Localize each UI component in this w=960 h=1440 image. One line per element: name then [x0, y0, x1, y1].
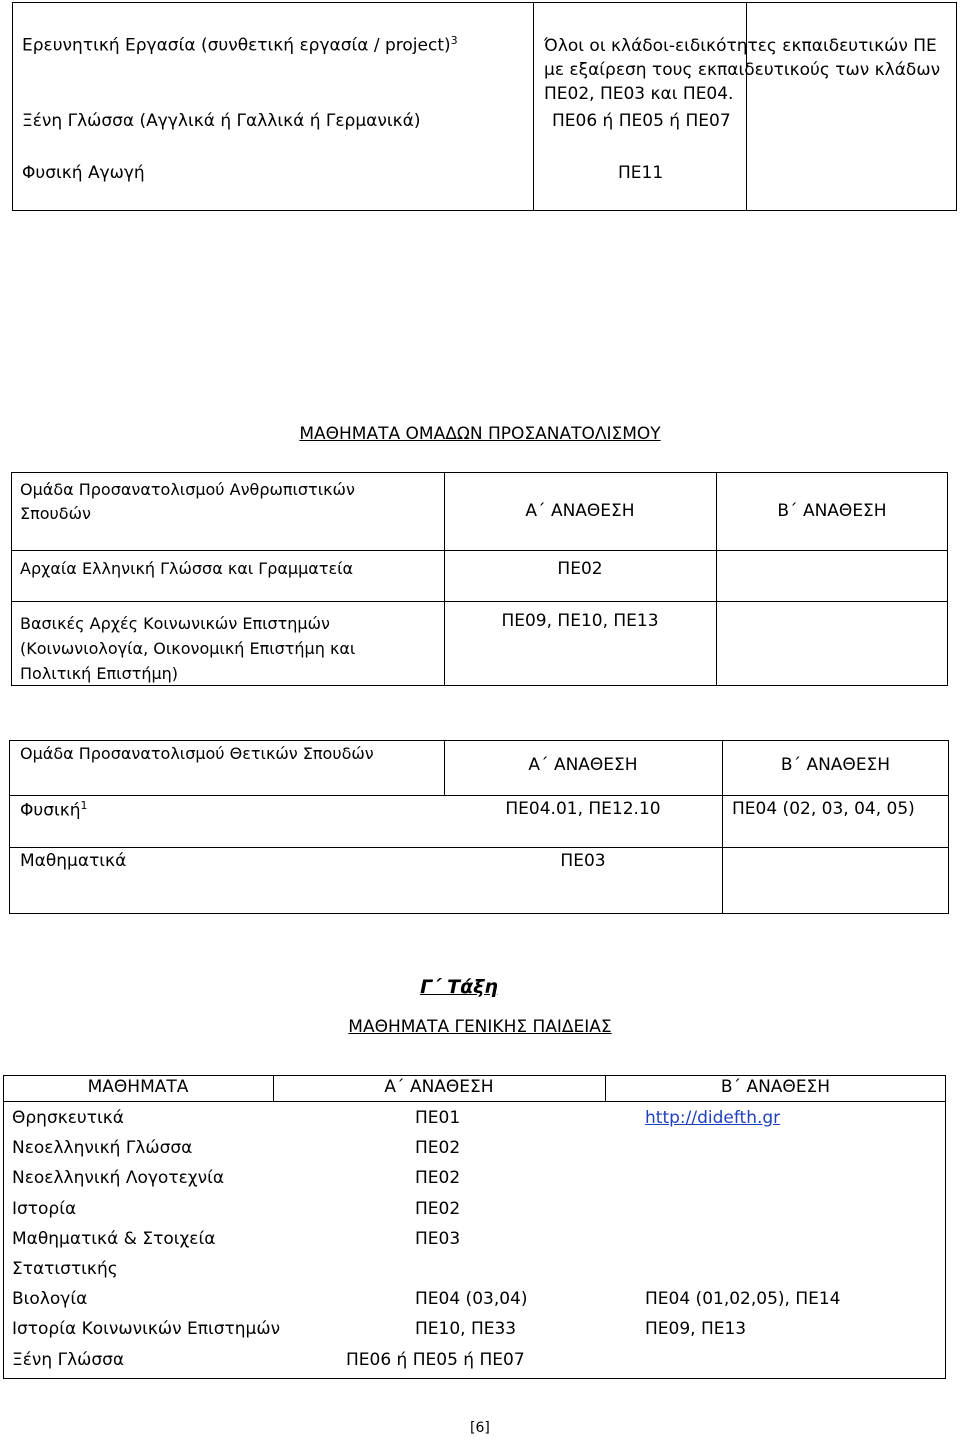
didefth-link[interactable]: http://didefth.gr — [645, 1108, 781, 1128]
gen-row-a: ΠΕ06 ή ΠΕ05 ή ΠΕ07 — [346, 1350, 525, 1370]
humanities-col-b-header: Β΄ ΑΝΑΘΕΣΗ — [777, 501, 887, 521]
gen-row-a: ΠΕ02 — [415, 1199, 461, 1219]
humanities-row-a: ΠΕ09, ΠΕ10, ΠΕ13 — [501, 611, 659, 631]
gen-row-course: Ξένη Γλώσσα — [12, 1350, 125, 1370]
gen-row-course: Νεοελληνική Λογοτεχνία — [12, 1168, 225, 1188]
gen-row-b: ΠΕ04 (01,02,05), ΠΕ14 — [645, 1289, 841, 1309]
assignment-foreign-language: ΠΕ06 ή ΠΕ05 ή ΠΕ07 — [552, 111, 731, 131]
humanities-group-title: Ομάδα Προσανατολισμού Ανθρωπιστικών Σπουδών — [20, 480, 355, 523]
assignment-physical-education: ΠΕ11 — [618, 163, 664, 183]
humanities-row-course: Αρχαία Ελληνική Γλώσσα και Γραμματεία — [20, 559, 354, 578]
sciences-col-a-header: Α΄ ΑΝΑΘΕΣΗ — [528, 755, 638, 775]
sciences-row-a: ΠΕ04.01, ΠΕ12.10 — [505, 799, 661, 819]
gen-row-a: ΠΕ02 — [415, 1138, 461, 1158]
course-foreign-language: Ξένη Γλώσσα (Αγγλικά ή Γαλλικά ή Γερμανικά) — [22, 111, 421, 131]
gen-row-a: ΠΕ01 — [415, 1108, 461, 1128]
gen-row-course: Μαθηματικά & Στοιχεία — [12, 1229, 216, 1249]
gen-row-course-cont: Στατιστικής — [12, 1259, 118, 1279]
humanities-col-a-header: Α΄ ΑΝΑΘΕΣΗ — [525, 501, 635, 521]
gen-row-course: Νεοελληνική Γλώσσα — [12, 1138, 193, 1158]
gen-row-b: ΠΕ09, ΠΕ13 — [645, 1319, 747, 1339]
gen-header-a: Α΄ ΑΝΑΘΕΣΗ — [384, 1077, 494, 1097]
gen-row-course: Ιστορία Κοινωνικών Επιστημών — [12, 1319, 281, 1339]
gen-header-course: ΜΑΘΗΜΑΤΑ — [87, 1077, 189, 1097]
gen-row-a: ΠΕ04 (03,04) — [415, 1289, 528, 1309]
gen-row-a: ΠΕ10, ΠΕ33 — [415, 1319, 517, 1339]
humanities-row-course: Βασικές Αρχές Κοινωνικών Επιστημών (Κοινωνιολογία, Οικονομική Επιστήμη και Πολιτική Επιστήμη) — [20, 614, 356, 683]
gen-row-a: ΠΕ02 — [415, 1168, 461, 1188]
orientation-heading: ΜΑΘΗΜΑΤΑ ΟΜΑΔΩΝ ΠΡΟΣΑΝΑΤΟΛΙΣΜΟΥ — [299, 424, 661, 444]
gen-row-course: Βιολογία — [12, 1289, 88, 1309]
humanities-row-a: ΠΕ02 — [557, 559, 603, 579]
course-research-project: Ερευνητική Εργασία (συνθετική εργασία / project)$^3$ — [22, 34, 458, 56]
general-education-heading: ΜΑΘΗΜΑΤΑ ΓΕΝΙΚΗΣ ΠΑΙΔΕΙΑΣ — [348, 1017, 612, 1037]
sciences-row-course: Μαθηματικά — [20, 851, 127, 871]
assignment-research-project: Όλοι οι κλάδοι-ειδικότητες εκπαιδευτικών ΠΕ με εξαίρεση τους εκπαιδευτικούς των κλάδων ΠΕ02, ΠΕ03 και ΠΕ04. — [544, 36, 941, 104]
sciences-row-b: ΠΕ04 (02, 03, 04, 05) — [732, 799, 915, 819]
page-number: [6] — [470, 1420, 490, 1436]
gen-row-a: ΠΕ03 — [415, 1229, 461, 1249]
sciences-col-b-header: Β΄ ΑΝΑΘΕΣΗ — [780, 755, 891, 775]
sciences-row-course: Φυσική$^1$ — [20, 799, 88, 821]
gen-row-course: Θρησκευτικά — [12, 1108, 124, 1128]
course-physical-education: Φυσική Αγωγή — [22, 163, 145, 183]
sciences-row-a: ΠΕ03 — [560, 851, 606, 871]
grade-c-title: Γ΄ Τάξη — [420, 976, 498, 998]
sciences-group-title: Ομάδα Προσανατολισμού Θετικών Σπουδών — [20, 744, 374, 763]
gen-row-course: Ιστορία — [12, 1199, 77, 1219]
gen-header-b: Β΄ ΑΝΑΘΕΣΗ — [720, 1077, 831, 1097]
